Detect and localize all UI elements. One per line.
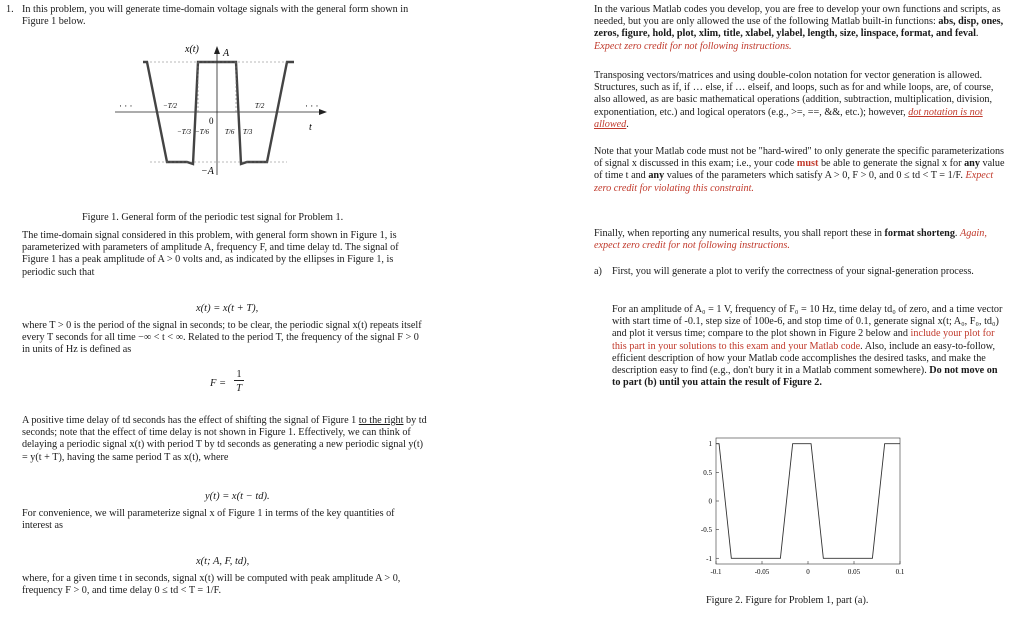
paragraph-structures: Transposing vectors/matrices and using double-colon notation for vector generation is allowed. Structures, such as if, if … else, if … elseif, and loops, such as for and while loops, are, of course, also allowed, as are basic mathematical operations (addition, subtraction, multiplication, division, exponentiation, etc.) and logical operators (e.g., >=, ==, &&, etc.); however, dot notation is not allowed. [594,70,994,130]
paragraph-allowed-functions: In the various Matlab codes you develop, you are free to develop your own functions and scripts, as needed, but you are only allowed the use of the following Matlab built-in functions: abs, disp, ones, zeros, figure, hold, plot, xlim, title, xlabel, ylabel, length, size, linspace, format, and feval. Expect zero credit for not following instructions. [594,4,1004,52]
fig1-t-label: t [309,122,312,133]
part-a-label: a) [594,266,602,277]
fig1-zero-label: 0 [209,116,214,126]
fig2-plot-area [716,438,900,564]
paragraph-definition: The time-domain signal considered in this problem, with general form shown in Figure 1, is parameterized with parameters of amplitude A, frequency F, and time delay td. The signal of Figure 1 has a peak amplitude of A > 0 volts and, as indicated by the ellipses in Figure 1, is periodic such that [22,230,399,278]
fig1-x-axis-arrow [214,46,220,54]
fig1-tick-neg-third: −T/3 [177,128,192,136]
fig1-waveform [143,62,294,164]
fig1-tick-pos-half: T/2 [255,102,265,110]
figure-2-caption: Figure 2. Figure for Problem 1, part (a). [706,595,869,607]
paragraph-parameterize: For convenience, we will parameterize signal x of Figure 1 in terms of the key quantities of interest as [22,508,395,532]
part-a-instructions: For an amplitude of A₀ = 1 V, frequency of F₀ = 10 Hz, time delay td₀ of zero, and a time vector with start time of -0.1, step size of 100e-6, and stop time of 0.1, generate signal x(t; A₀, F₀, td₀) and plot it versus time; compare to the plot shown in Figure 2 below and include your plot for this part in your solutions to this exam and your Matlab code. Also, include an easy-to-follow, efficient description of how your Matlab code accomplishes the desired tasks, and make the description easy to find (e.g., don't bury it in a Matlab comment somewhere). Do not move on to part (b) until you attain the result of Figure 2. [612,304,1003,389]
paragraph-format: Finally, when reporting any numerical results, you shall report these in format shorteng. Again, expect zero credit for not following instructions. [594,228,987,252]
fig2-y-tick-label: -0.5 [700,526,712,535]
dot-notation-warning: dot notation is not allowed [594,106,983,130]
problem-intro: In this problem, you will generate time-domain voltage signals with the general form shown in Figure 1 below. [22,4,409,28]
fig1-tick-neg-sixth: −T/6 [195,128,210,136]
fig1-ellipsis-left: · · · [119,101,133,111]
paragraph-period: where T > 0 is the period of the signal in seconds; to be clear, the periodic signal x(t) repeats itself every T seconds for all time −∞ < t < ∞. Related to the period T, the frequency of the signal F > 0 in units of Hz is defined as [22,320,422,356]
paragraph-hardwired: Note that your Matlab code must not be "hard-wired" to only generate the specific parameterizations of signal x discussed in this exam; i.e., your code must be able to generate the signal x for any value of time t and any values of the parameters which satisfy A > 0, F > 0, and 0 ≤ td < T = 1/F. Expect zero credit for violating this constraint. [594,146,1005,194]
fig2-x-tick-label: 0 [806,568,810,576]
equation-param-form: x(t; A, F, td), [196,555,250,567]
paragraph-time-delay: A positive time delay of td seconds has the effect of shifting the signal of Figure 1 to the right by td seconds; note that the effect of time delay is not shown in Figure 1. Effectively, we can think of delaying a periodic signal x(t) with period T by td seconds as generating a new periodic signal y(t) = y(t + T), having the same period T as x(t), where [22,415,427,463]
figure-1-diagram [105,40,355,190]
fig2-y-tick-label: 0 [708,497,712,506]
figure-2-chart [684,430,904,580]
fig1-tick-pos-sixth: T/6 [225,128,235,136]
paragraph-computation: where, for a given time t in seconds, signal x(t) will be computed with peak amplitude A > 0, frequency F > 0, and time delay 0 ≤ td < T = 1/F. [22,573,401,597]
underlined-to-the-right: to the right [358,415,404,426]
fig2-y-tick-label: 0.5 [703,468,712,477]
part-a-intro: First, you will generate a plot to verify the correctness of your signal-generation process. [612,266,974,277]
fig2-y-tick-label: -1 [706,554,712,563]
equation-delayed-signal: y(t) = x(t − td). [205,490,270,502]
fig2-x-tick-label: 0.1 [895,568,904,576]
fig2-y-tick-label: 1 [708,440,712,449]
fig2-x-tick-label: -0.05 [754,568,770,576]
fig1-x-label: x(t) [185,44,199,55]
fig1-tick-pos-third: T/3 [243,128,253,136]
fig1-negA-label: −A [201,166,214,177]
equation-periodicity: x(t) = x(t + T), [196,302,259,314]
fig1-tick-neg-half: −T/2 [163,102,178,110]
fig1-A-label: A [223,48,230,59]
fig1-ellipsis-right: · · · [305,101,319,111]
fig2-x-tick-label: 0.05 [847,568,861,576]
figure-1-caption: Figure 1. General form of the periodic test signal for Problem 1. [82,212,344,224]
problem-number: 1. [6,4,14,15]
fig2-x-tick-label: -0.1 [710,568,722,576]
fig1-t-axis-arrow [319,109,327,115]
